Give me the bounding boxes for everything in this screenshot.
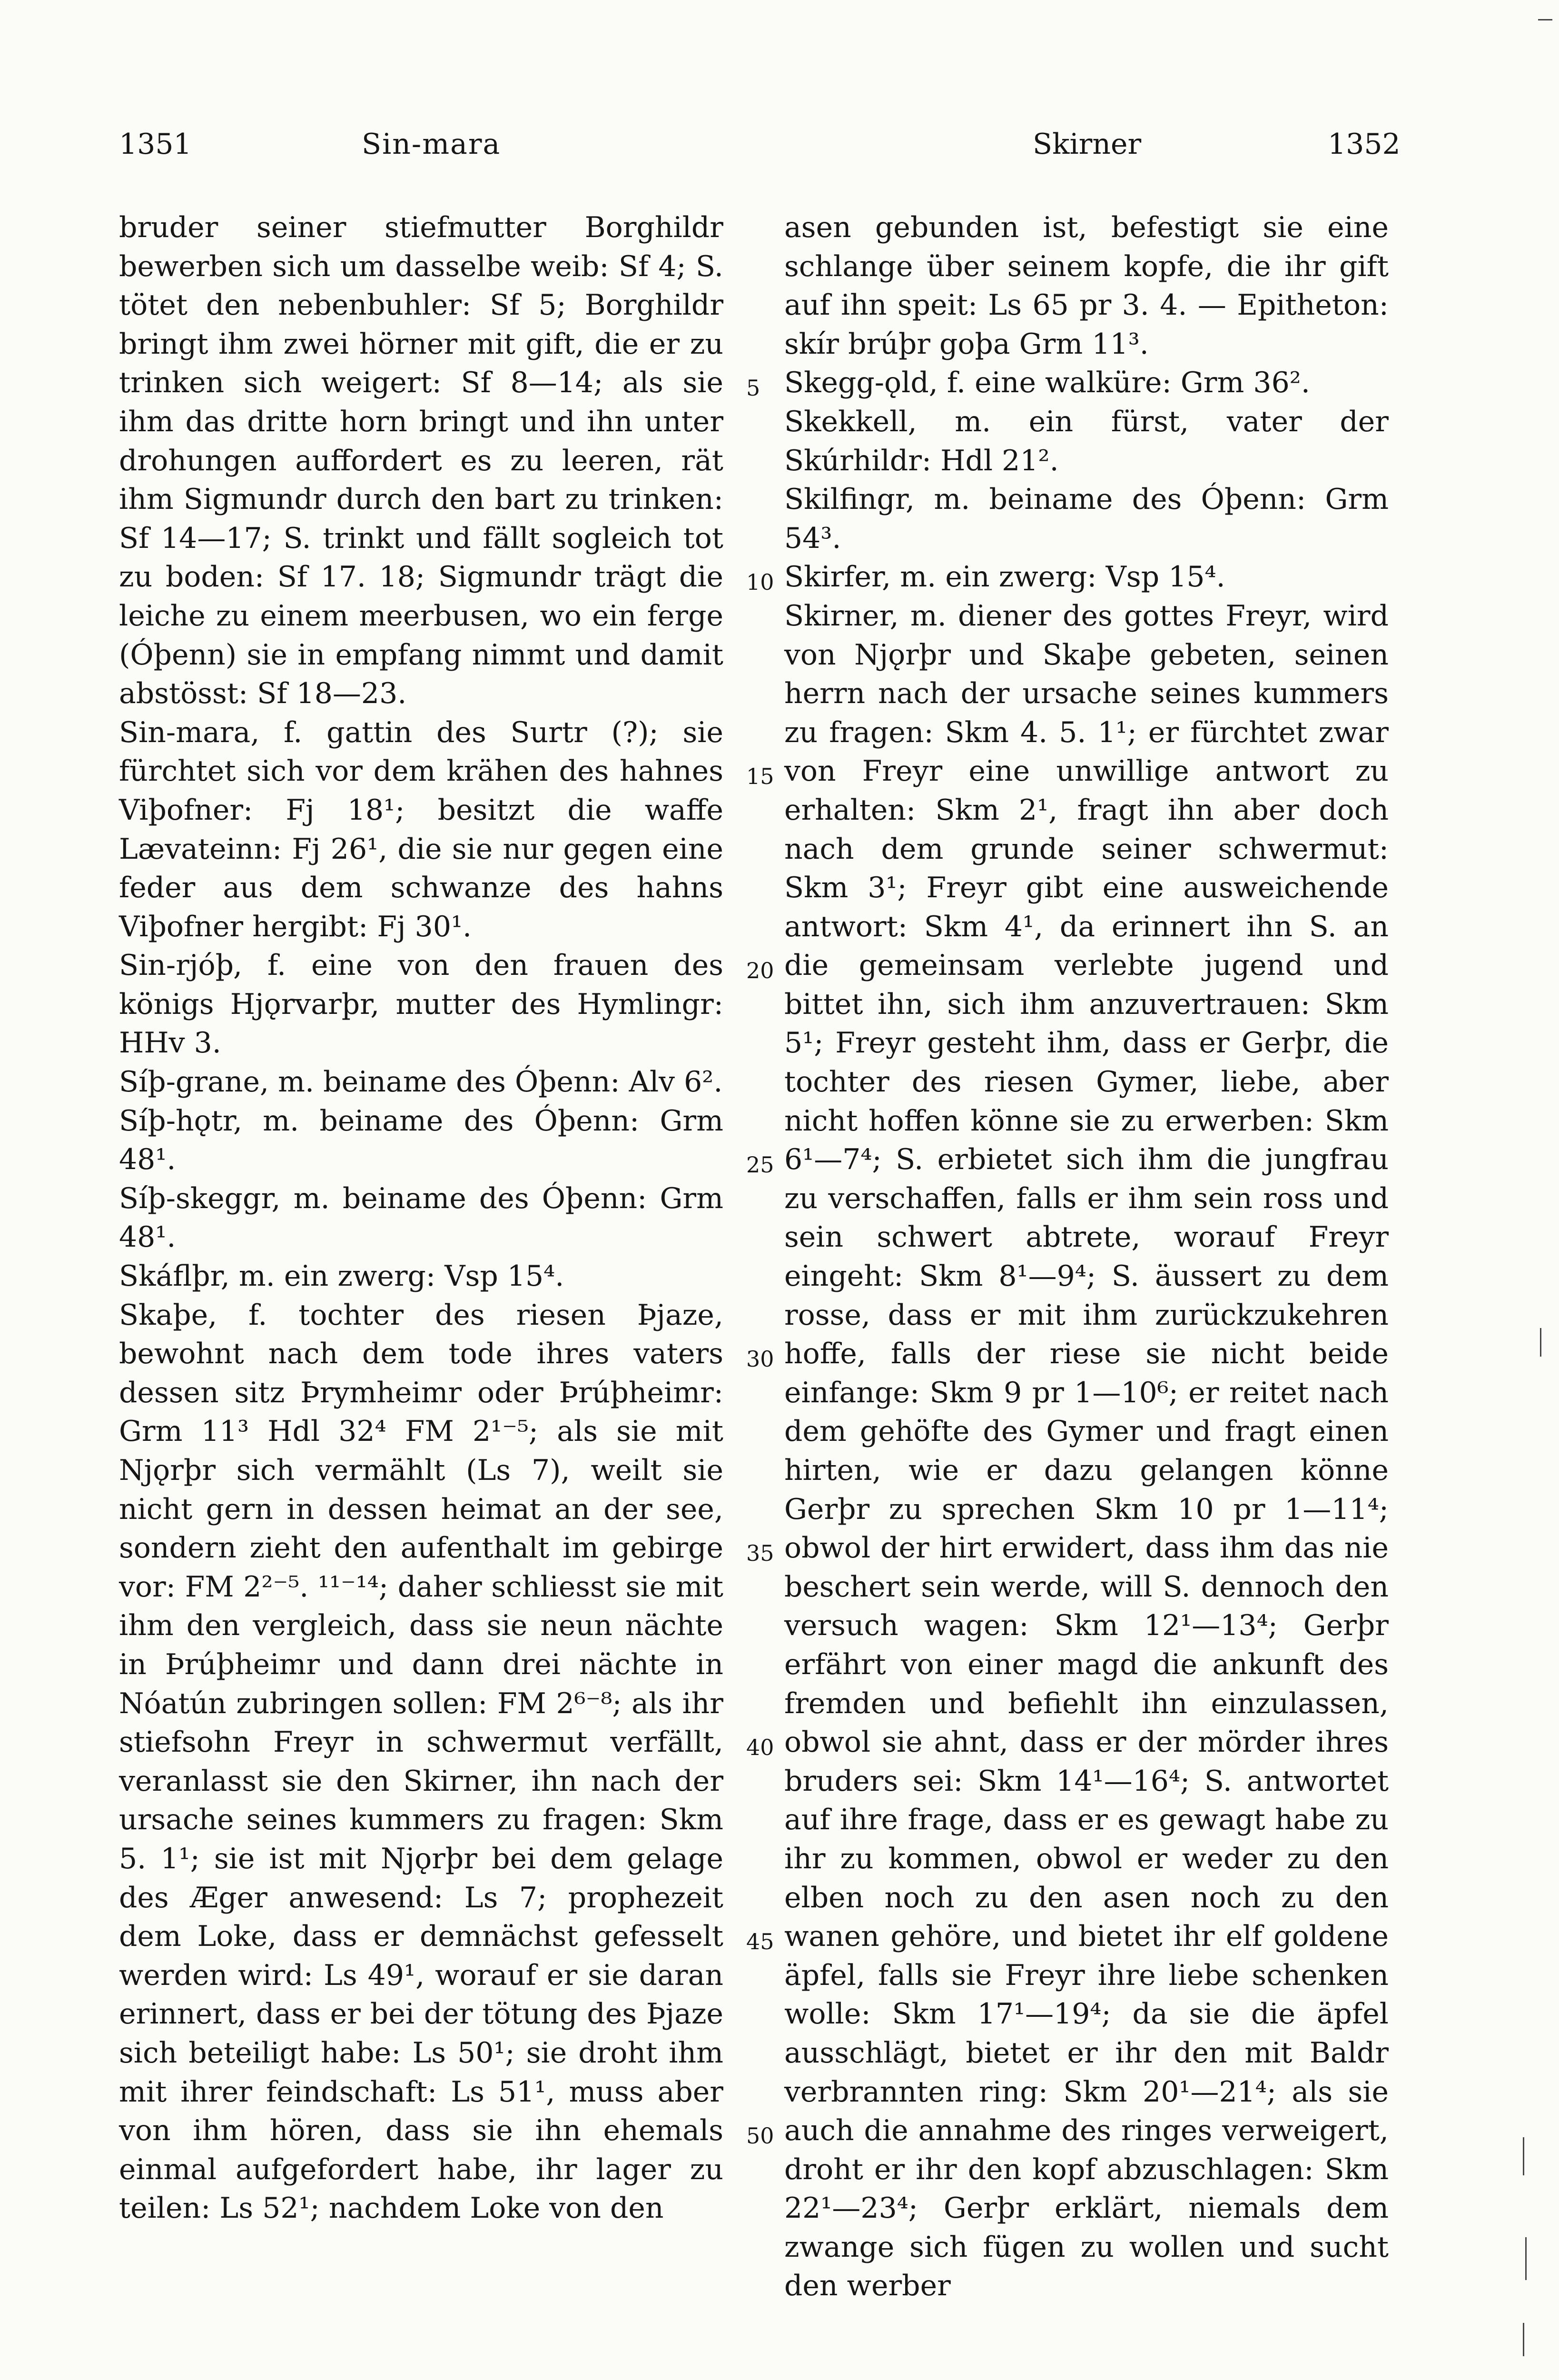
entry-text: Skirfer, m. ein zwerg: Vsp 15⁴. (784, 560, 1225, 594)
entry-text: Síþ-grane, m. beiname des Óþenn: Alv 6². (119, 1065, 723, 1099)
entry-text: Skekkell, m. ein fürst, vater der Skúrhildr: Hdl 21². (784, 405, 1389, 477)
entry-text: Skirner, m. diener des gottes Freyr, wird von Njǫrþr und Skaþe gebeten, seinen herrn nach der ursache seines kummers zu fragen: Skm 4. 5. 1¹; er fürchtet zwar von Freyr eine unwillige antwort zu erhalten: Skm 2¹, fragt ihn aber doch nach dem grunde seiner schwermut: Skm 3¹; Freyr gibt eine ausweichende antwort: Skm 4¹, da erinnert ihn S. an die gemeinsam verlebte jugend und bittet ihn, sich ihm anzuvertrauen: Skm 5¹; Freyr gesteht ihm, dass er Gerþr, die tochter des riesen Gymer, liebe, aber nicht hoffen könne sie zu erwerben: Skm 6¹—7⁴; S. erbietet sich ihm die jungfrau zu verschaffen, falls er ihm sein ross und sein schwert abtrete, worauf Freyr eingeht: Skm 8¹—9⁴; S. äussert zu dem rosse, dass er mit ihm zurückzukehren hoffe, falls der riese sie nicht beide einfange: Skm 9 pr 1—10⁶; er reitet nach dem gehöfte des Gymer und fragt einen hirten, wie er dazu gelangen könne Gerþr zu sprechen Skm 10 pr 1—11⁴; obwol der hirt erwidert, dass ihm das nie beschert sein werde, will S. dennoch den versuch wagen: Skm 12¹—13⁴; Gerþr erfährt von einer magd die ankunft des fremden und befiehlt ihn einzulassen, obwol sie ahnt, dass er der mörder ihres bruders sei: Skm 14¹—16⁴; S. antwortet auf ihre frage, dass er es gewagt habe zu ihr zu kommen, obwol er weder zu den elben noch zu den asen noch zu den wanen gehöre, und bietet ihr elf goldene äpfel, falls sie Freyr ihre liebe schenken wolle: Skm 17¹—19⁴; da sie die äpfel ausschlägt, bietet er ihr den mit Baldr verbrannten ring: Skm 20¹—21⁴; als sie auch die annahme des ringes verweigert, droht er ihr den kopf abzuschlagen: Skm 22¹—23⁴; Gerþr erklärt, niemals dem zwange sich fügen zu wollen und sucht den werber (784, 599, 1389, 2303)
line-number: 15 (746, 764, 774, 789)
line-number: 40 (746, 1735, 774, 1760)
line-number: 5 (746, 375, 760, 401)
left-running-head: Sin-mara (362, 128, 501, 161)
left-page-number: 1351 (119, 128, 192, 161)
right-page-number: 1352 (1328, 128, 1401, 161)
entry-text: Sin-mara, f. gattin des Surtr (?); sie fürchtet sich vor dem krähen des hahnes Viþofner: Fj 18¹; besitzt die waffe Lævateinn: Fj 26¹, die sie nur gegen eine feder aus dem schwanze des hahns Viþofner hergibt: Fj 30¹. (119, 715, 723, 943)
entry-text: Sin-rjóþ, f. eine von den frauen des königs Hjǫrvarþr, mutter des Hymlingr: HHv 3. (119, 949, 723, 1060)
entry-text: Skegg-ǫld, f. eine walküre: Grm 36². (784, 366, 1310, 400)
line-number: 45 (746, 1929, 774, 1954)
line-number: 35 (746, 1540, 774, 1566)
scan-edge-mark (1523, 2323, 1524, 2356)
scan-edge-mark (1538, 19, 1552, 20)
line-number: 50 (746, 2123, 774, 2149)
left-column (119, 208, 723, 2228)
scan-edge-mark (1523, 2137, 1524, 2175)
entry-text: Skáflþr, m. ein zwerg: Vsp 15⁴. (119, 1259, 564, 1293)
scan-edge-mark (1540, 1328, 1541, 1357)
entry-text: Síþ-hǫtr, m. beiname des Óþenn: Grm 48¹. (119, 1104, 723, 1177)
line-number: 20 (746, 958, 774, 983)
line-number: 10 (746, 569, 774, 595)
entry-text: Síþ-skeggr, m. beiname des Óþenn: Grm 48¹. (119, 1181, 723, 1254)
right-column (784, 208, 1389, 2306)
right-running-head: Skirner (1033, 128, 1142, 161)
entry-text: Skilfingr, m. beiname des Óþenn: Grm 54³. (784, 483, 1389, 555)
line-number: 30 (746, 1346, 774, 1372)
entry-text: bruder seiner stiefmutter Borghildr bewerben sich um dasselbe weib: Sf 4; S. tötet den nebenbuhler: Sf 5; Borghildr bringt ihm zwei hörner mit gift, die er zu trinken sich weigert: Sf 8—14; als sie ihm das dritte horn bringt und ihn unter drohungen auffordert es zu leeren, rät ihm Sigmundr durch den bart zu trinken: Sf 14—17; S. trinkt und fällt sogleich tot zu boden: Sf 17. 18; Sigmundr trägt die leiche zu einem meerbusen, wo ein ferge (Óþenn) sie in empfang nimmt und damit abstösst: Sf 18—23. (119, 211, 723, 711)
line-number: 25 (746, 1152, 774, 1178)
entry-text: asen gebunden ist, befestigt sie eine schlange über seinem kopfe, die ihr gift auf ihn speit: Ls 65 pr 3. 4. — Epitheton: skír brúþr goþa Grm 11³. (784, 211, 1389, 361)
scan-edge-mark (1525, 2237, 1527, 2280)
entry-text: Skaþe, f. tochter des riesen Þjaze, bewohnt nach dem tode ihres vaters dessen sitz Þrymheimr oder Þrúþheimr: Grm 11³ Hdl 32⁴ FM 2¹⁻⁵; als sie mit Njǫrþr sich vermählt (Ls 7), weilt sie nicht gern in dessen heimat an der see, sondern zieht den aufenthalt im gebirge vor: FM 2²⁻⁵. ¹¹⁻¹⁴; daher schliesst sie mit ihm den vergleich, dass sie neun nächte in Þrúþheimr und dann drei nächte in Nóatún zubringen sollen: FM 2⁶⁻⁸; als ihr stiefsohn Freyr in schwermut verfällt, veranlasst sie den Skirner, ihn nach der ursache seines kummers zu fragen: Skm 5. 1¹; sie ist mit Njǫrþr bei dem gelage des Æger anwesend: Ls 7; prophezeit dem Loke, dass er demnächst gefesselt werden wird: Ls 49¹, worauf er sie daran erinnert, dass er bei der tötung des Þjaze sich beteiligt habe: Ls 50¹; sie droht ihm mit ihrer feindschaft: Ls 51¹, muss aber von ihm hören, dass sie ihn ehemals einmal aufgefordert habe, ihr lager zu teilen: Ls 52¹; nachdem Loke von den (119, 1298, 723, 2225)
